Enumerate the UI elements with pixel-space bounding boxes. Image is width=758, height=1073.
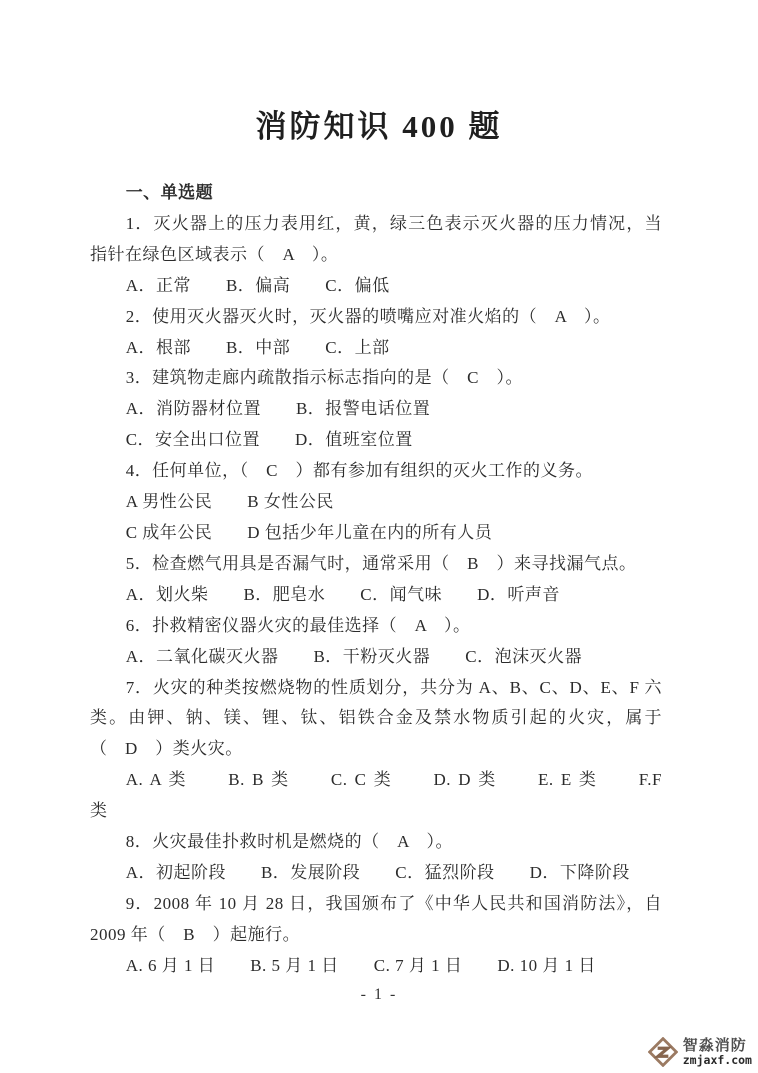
question-7-line-3: （ D ）类火灾。 <box>90 739 243 759</box>
brand-text <box>683 1038 752 1066</box>
question-4-options-cd: C 成年公民 D 包括少年儿童在内的所有人员 <box>125 522 493 542</box>
brand-site: zmjaxf.com <box>682 1052 752 1067</box>
question-2-options: A．根部 B．中部 C．上部 <box>125 337 390 357</box>
question-5-options: A．划火柴 B．肥皂水 C．闻气味 D．听声音 <box>125 584 560 604</box>
question-6-options: A．二氧化碳灭火器 B．干粉灭火器 C．泡沫灭火器 <box>125 646 583 666</box>
question-1-line-2: 指针在绿色区域表示（ A ）。 <box>90 244 339 264</box>
question-1-options: A．正常 B．偏高 C．偏低 <box>125 275 390 295</box>
question-2: 2．使用灭火器灭火时，灭火器的喷嘴应对准火焰的（ A ）。 <box>125 306 611 326</box>
question-4: 4．任何单位，（ C ）都有参加有组织的灭火工作的义务。 <box>125 461 594 481</box>
question-9-line-2: 2009 年（ B ）起施行。 <box>90 924 301 944</box>
question-6: 6．扑救精密仪器火灾的最佳选择（ A ）。 <box>125 615 471 635</box>
document-body <box>90 178 662 982</box>
question-8: 8．火灾最佳扑救时机是燃烧的（ A ）。 <box>125 832 454 852</box>
brand-name: 智淼消防 <box>682 1037 747 1055</box>
question-9-options: A. 6 月 1 日 B. 5 月 1 日 C. 7 月 1 日 D. 10 月 1 日 <box>125 955 596 975</box>
question-8-options: A．初起阶段 B．发展阶段 C．猛烈阶段 D．下降阶段 <box>125 862 630 882</box>
question-7-options-line-1: A. A 类 B. B 类 C. C 类 D. D 类 E. E 类 F.F <box>125 770 662 790</box>
question-7-options-line-2: 类 <box>90 801 108 821</box>
question-4-options-ab: A 男性公民 B 女性公民 <box>125 492 334 512</box>
question-1-line-1: 1．灭火器上的压力表用红，黄，绿三色表示灭火器的压力情况，当 <box>125 213 662 233</box>
section-heading: 一、单选题 <box>125 183 214 202</box>
document-title: 消防知识 400 题 <box>255 109 503 144</box>
question-9-line-1: 9．2008 年 10 月 28 日，我国颁布了《中华人民共和国消防法》，自 <box>125 893 662 913</box>
question-7-line-2: 类。由钾、钠、镁、锂、钛、铝铁合金及禁水物质引起的火灾，属于 <box>90 708 662 728</box>
question-3-options-ab: A．消防器材位置 B．报警电话位置 <box>125 399 431 419</box>
page-number: - 1 - <box>360 986 398 1003</box>
question-7-line-1: 7．火灾的种类按燃烧物的性质划分，共分为 A、B、C、D、E、F 六 <box>125 677 662 697</box>
question-5: 5．检查燃气用具是否漏气时，通常采用（ B ）来寻找漏气点。 <box>125 553 637 573</box>
watermark <box>648 1037 752 1067</box>
question-3-options-cd: C．安全出口位置 D．值班室位置 <box>125 430 413 450</box>
brand-logo-icon <box>648 1037 678 1067</box>
question-3: 3．建筑物走廊内疏散指示标志指向的是（ C ）。 <box>125 368 524 388</box>
